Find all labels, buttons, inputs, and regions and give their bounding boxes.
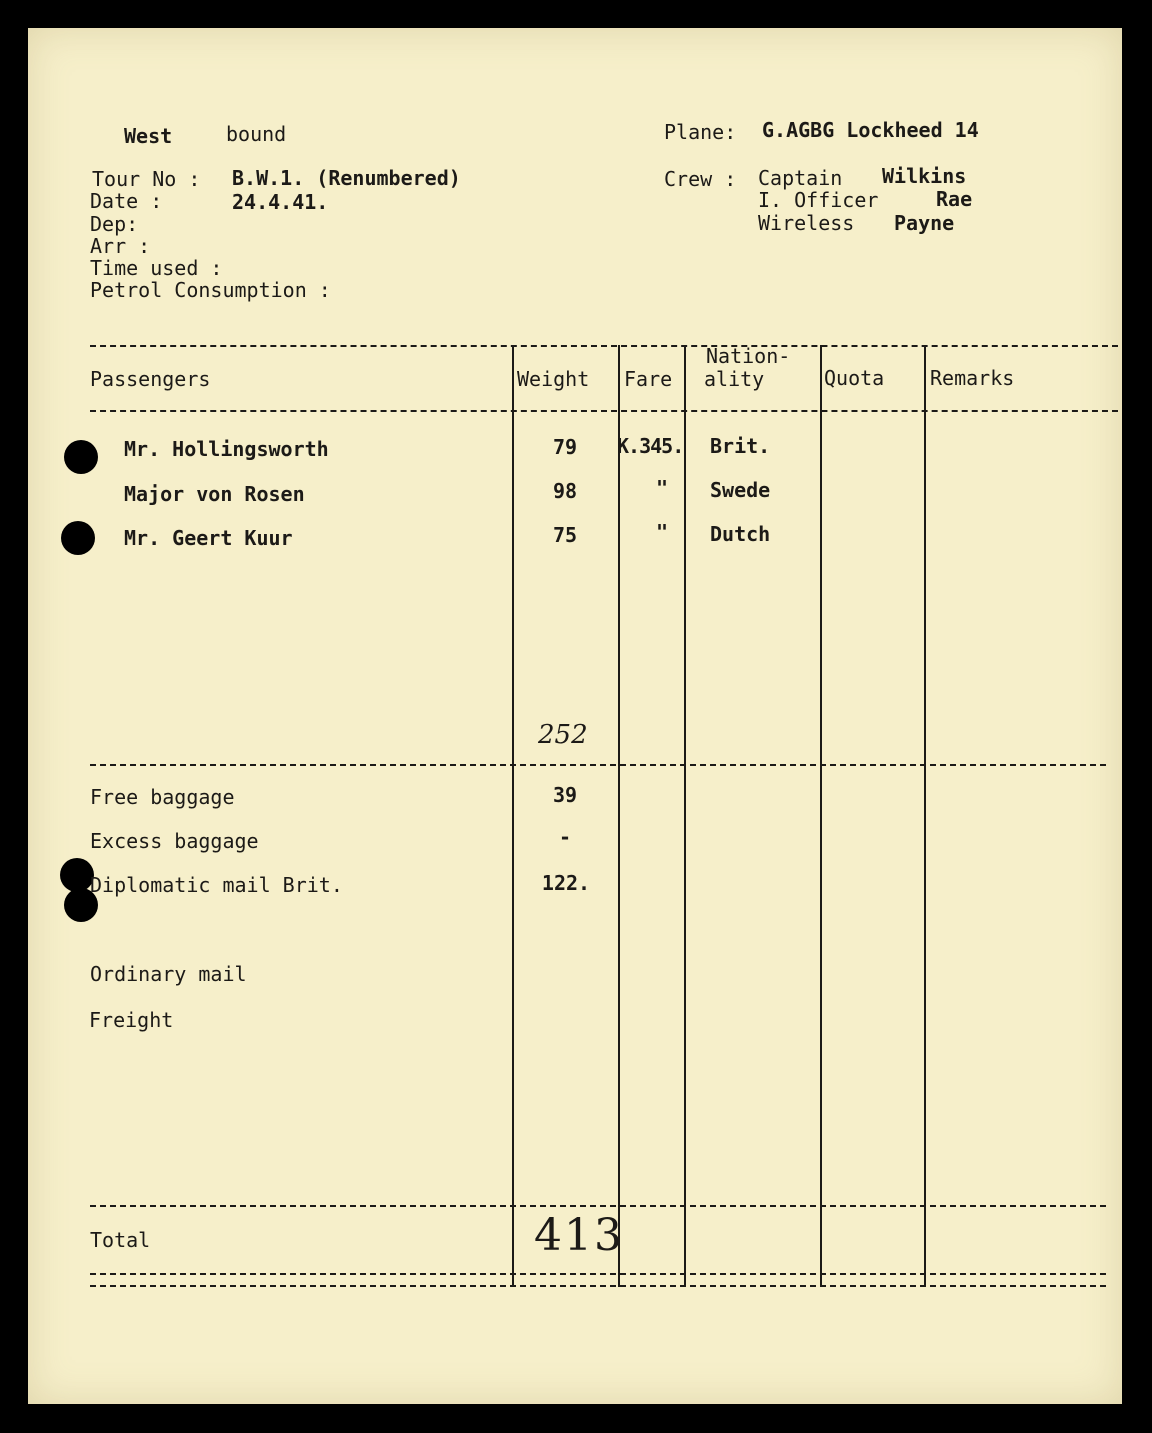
tour-value: B.W.1. (Renumbered) xyxy=(232,166,461,190)
column-divider xyxy=(684,345,686,1287)
handwritten-passenger-subtotal: 252 xyxy=(538,720,588,750)
total-bottom-rule xyxy=(90,1273,1106,1275)
date-label: Date : xyxy=(90,189,163,213)
cargo-weight: 122. xyxy=(541,871,591,895)
total-double-rule xyxy=(90,1285,1106,1287)
cargo-label: Diplomatic mail Brit. xyxy=(90,873,343,897)
arr-label: Arr : xyxy=(90,234,151,258)
passenger-name: Mr. Geert Kuur xyxy=(124,526,293,550)
passenger-nationality: Brit. xyxy=(710,434,771,458)
passenger-nationality: Swede xyxy=(710,478,771,502)
date-value: 24.4.41. xyxy=(232,190,329,214)
document-page xyxy=(28,28,1122,1404)
tour-label: Tour No : xyxy=(92,167,201,191)
table-top-rule xyxy=(90,345,1118,347)
header-bottom-rule xyxy=(90,410,1118,412)
punch-hole xyxy=(60,858,94,892)
handwritten-total: 413 xyxy=(534,1210,624,1261)
cargo-label: Ordinary mail xyxy=(90,962,247,986)
crew-role: I. Officer xyxy=(758,188,879,212)
col-header-nationality-line2: ality xyxy=(704,367,765,391)
passenger-name: Major von Rosen xyxy=(124,482,305,506)
passenger-section-rule xyxy=(90,764,1106,766)
passenger-fare: " xyxy=(655,476,669,500)
column-divider xyxy=(618,345,620,1287)
plane-label: Plane: xyxy=(664,120,737,144)
passenger-fare: K.345. xyxy=(617,434,684,458)
col-header-nationality-line1: Nation- xyxy=(706,344,791,368)
column-divider xyxy=(924,345,926,1287)
col-header-quota: Quota xyxy=(824,366,885,390)
punch-hole xyxy=(64,440,98,474)
total-label: Total xyxy=(90,1228,151,1252)
cargo-weight: - xyxy=(558,825,572,849)
direction-suffix: bound xyxy=(226,122,287,146)
col-header-fare: Fare xyxy=(624,367,673,391)
crew-name: Wilkins xyxy=(882,164,967,188)
crew-name: Rae xyxy=(936,187,973,211)
passenger-fare: " xyxy=(655,520,669,544)
col-header-weight: Weight xyxy=(517,367,590,391)
crew-label: Crew : xyxy=(664,167,737,191)
crew-role: Captain xyxy=(758,166,843,190)
column-divider xyxy=(512,345,514,1287)
col-header-passengers: Passengers xyxy=(90,367,211,391)
crew-name: Payne xyxy=(894,211,955,235)
passenger-weight: 79 xyxy=(552,435,578,459)
passenger-weight: 75 xyxy=(552,523,578,547)
plane-value: G.AGBG Lockheed 14 xyxy=(762,118,979,142)
cargo-label: Excess baggage xyxy=(90,829,259,853)
cargo-weight: 39 xyxy=(552,783,578,807)
punch-hole xyxy=(61,521,95,555)
direction-word: West xyxy=(124,124,173,148)
passenger-name: Mr. Hollingsworth xyxy=(124,437,329,461)
col-header-remarks: Remarks xyxy=(930,366,1015,390)
petrol-label: Petrol Consumption : xyxy=(90,278,331,302)
passenger-weight: 98 xyxy=(552,479,578,503)
cargo-label: Free baggage xyxy=(90,785,235,809)
column-divider xyxy=(820,345,822,1287)
time-used-label: Time used : xyxy=(90,256,223,280)
total-top-rule xyxy=(90,1205,1106,1207)
dep-label: Dep: xyxy=(90,212,139,236)
cargo-label: Freight xyxy=(89,1008,174,1032)
passenger-nationality: Dutch xyxy=(710,522,771,546)
crew-role: Wireless xyxy=(758,211,855,235)
